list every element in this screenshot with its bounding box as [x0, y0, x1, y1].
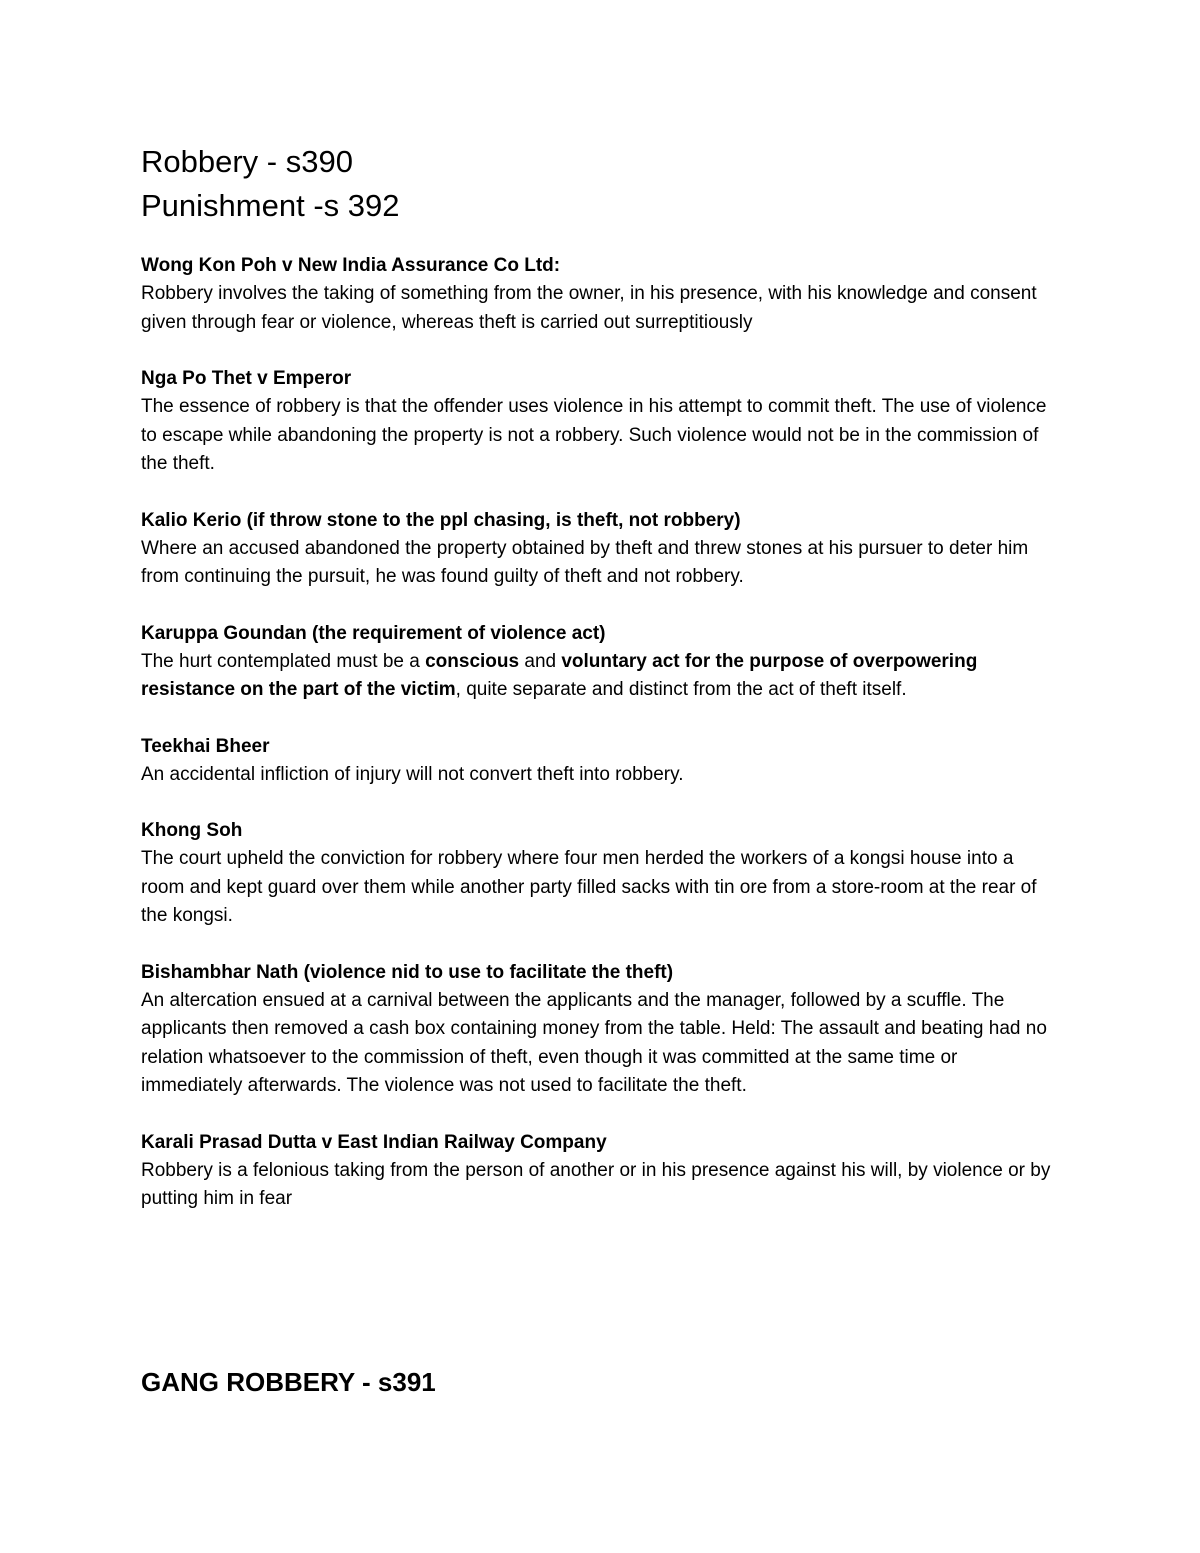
- case-summary: [141, 648, 1061, 705]
- case-bishambhar-nath: [141, 959, 1061, 1101]
- case-name: Teekhai Bheer: [141, 735, 270, 757]
- summary-text: and: [519, 650, 562, 672]
- case-name: Nga Po Thet v Emperor: [141, 368, 352, 389]
- case-summary: An altercation ensued at a carnival between the applicants and the manager, followed by a scuffle. The applicants then removed a cash box containing money from the table. Held: The assault and beating had no relation whatsoever to the commission of theft, even though it was committed at the same time or immediately afterwards. The violence was not used to facilitate the theft.: [141, 989, 1047, 1096]
- case-wong-kon-poh: [141, 252, 1061, 337]
- case-kalio-kerio: [141, 507, 1061, 592]
- case-karuppa-goundan: [141, 620, 1061, 705]
- case-name: Wong Kon Poh v New India Assurance Co Ltd:: [141, 255, 561, 276]
- case-summary: Where an accused abandoned the property obtained by theft and threw stones at his pursuer to deter him from continuing the pursuit, he was found guilty of theft and not robbery.: [141, 537, 1029, 587]
- page-subtitle: Punishment -s 392: [141, 188, 400, 223]
- title-block: [141, 140, 1061, 228]
- case-summary: The court upheld the conviction for robbery where four men herded the workers of a kongsi house into a room and kept guard over them while another party filled sacks with tin ore from a store-room at the rear of the kongsi.: [141, 848, 1037, 926]
- case-name: Karali Prasad Dutta v East Indian Railway Company: [141, 1131, 607, 1153]
- case-summary: The essence of robbery is that the offender uses violence in his attempt to commit theft. The use of violence to escape while abandoning the property is not a robbery. Such violence would not be in the commission of the theft.: [141, 396, 1047, 474]
- summary-text: , quite separate and distinct from the act of theft itself.: [455, 679, 907, 700]
- case-summary: An accidental infliction of injury will not convert theft into robbery.: [141, 763, 684, 785]
- case-name: Kalio Kerio (if throw stone to the ppl chasing, is theft, not robbery): [141, 509, 741, 531]
- summary-emphasis: voluntary act for the purpose of overpowering resistance on the part of the victim: [141, 650, 978, 700]
- summary-emphasis: conscious: [425, 650, 520, 672]
- case-name: Bishambhar Nath (violence nid to use to facilitate the theft): [141, 961, 674, 983]
- case-karali-prasad-dutta: [141, 1129, 1061, 1214]
- summary-text: The hurt contemplated must be a: [141, 650, 426, 672]
- case-nga-po-thet: [141, 365, 1061, 479]
- case-name: Karuppa Goundan (the requirement of violence act): [141, 622, 606, 644]
- section-heading-gang-robbery: GANG ROBBERY - s391: [141, 1367, 436, 1397]
- case-summary: Robbery is a felonious taking from the person of another or in his presence against his will, by violence or by putting him in fear: [141, 1159, 1051, 1209]
- case-teekhai-bheer: [141, 733, 1061, 790]
- case-name: Khong Soh: [141, 820, 243, 841]
- case-summary: Robbery involves the taking of something from the owner, in his presence, with his knowledge and consent given through fear or violence, whereas theft is carried out surreptitiously: [141, 283, 1037, 333]
- case-khong-soh: [141, 817, 1061, 931]
- document-page: [141, 140, 1061, 1242]
- page-title: Robbery - s390: [141, 144, 353, 179]
